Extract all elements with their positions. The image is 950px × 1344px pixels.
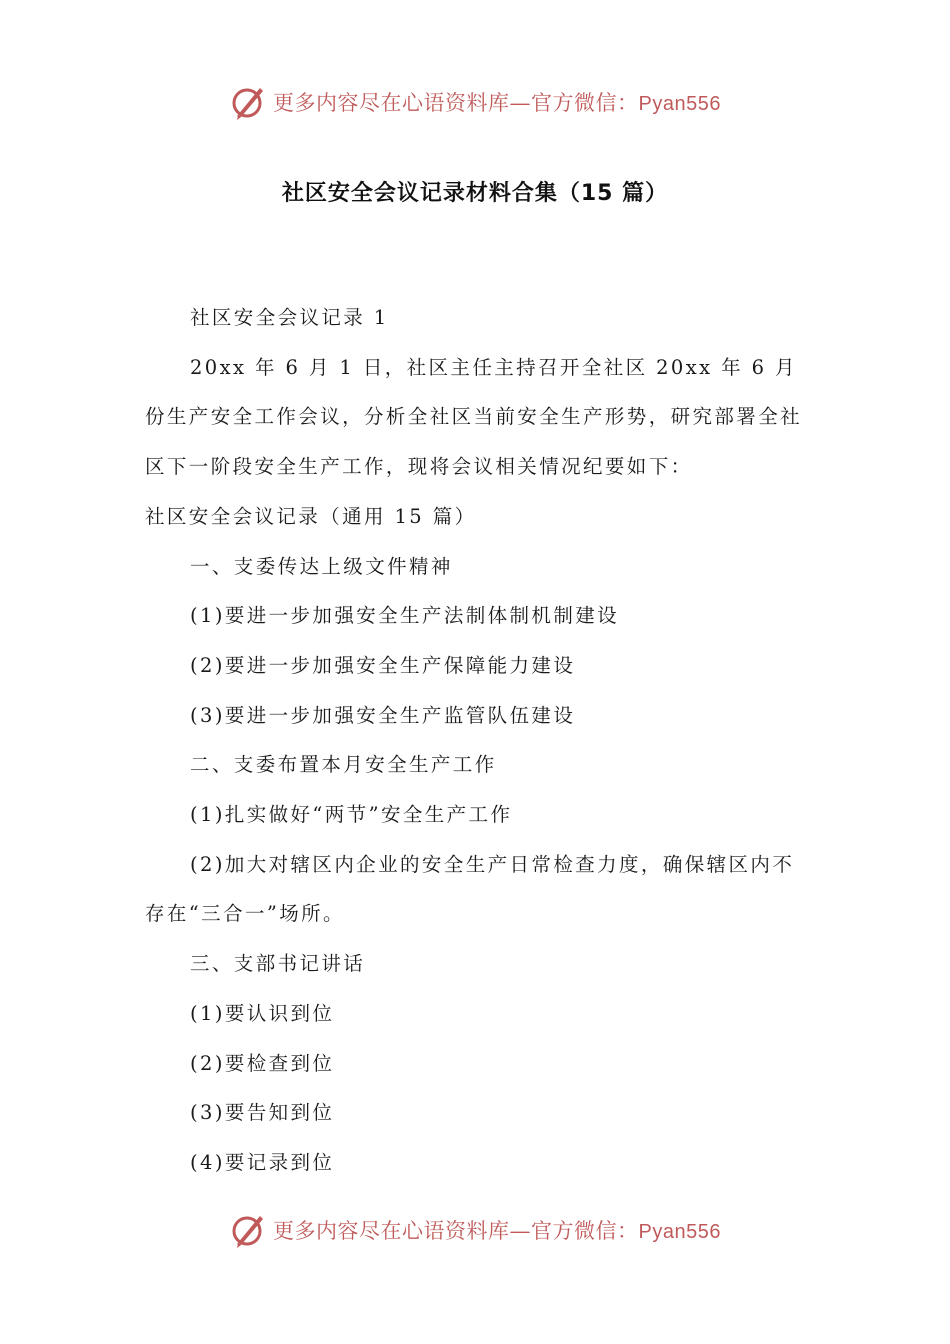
paragraph: (1)要认识到位 xyxy=(190,1001,335,1025)
quill-logo-icon xyxy=(229,1210,269,1250)
footer-watermark-banner xyxy=(0,1208,950,1252)
header-watermark-banner xyxy=(0,80,950,124)
quill-logo-icon xyxy=(229,82,269,122)
wechat-id: Pyan556 xyxy=(638,1221,721,1243)
paragraph: (3)要告知到位 xyxy=(190,1101,335,1125)
paragraph: (2)要进一步加强安全生产保障能力建设 xyxy=(190,653,576,677)
banner-text: 更多内容尽在心语资料库—官方微信：Pyan556 xyxy=(273,91,721,115)
paragraph: (2)加大对辖区内企业的安全生产日常检查力度，确保辖区内不存在“三合一”场所。 xyxy=(145,852,795,926)
document-body xyxy=(145,293,810,1188)
paragraph: (1)扎实做好“两节”安全生产工作 xyxy=(190,803,513,827)
banner-text: 更多内容尽在心语资料库—官方微信：Pyan556 xyxy=(273,1219,721,1243)
paragraph: (3)要进一步加强安全生产监管队伍建设 xyxy=(190,703,576,727)
paragraph: 三、支部书记讲话 xyxy=(190,952,366,976)
paragraph: 社区安全会议记录（通用 15 篇） xyxy=(145,504,477,528)
paragraph: 二、支委布置本月安全生产工作 xyxy=(190,753,497,777)
document-title: 社区安全会议记录材料合集（15 篇） xyxy=(281,181,669,206)
paragraph: 20xx 年 6 月 1 日，社区主任主持召开全社区 20xx 年 6 月份生产安全工作会议，分析全社区当前安全生产形势，研究部署全社区下一阶段安全生产工作，现将会议相关情况纪要如下： xyxy=(145,355,803,479)
wechat-id: Pyan556 xyxy=(638,93,721,115)
paragraph: 一、支委传达上级文件精神 xyxy=(190,554,453,578)
paragraph: (1)要进一步加强安全生产法制体制机制建设 xyxy=(190,604,620,628)
paragraph: 社区安全会议记录 1 xyxy=(190,306,389,329)
paragraph: (2)要检查到位 xyxy=(190,1051,335,1075)
paragraph: (4)要记录到位 xyxy=(190,1150,335,1174)
